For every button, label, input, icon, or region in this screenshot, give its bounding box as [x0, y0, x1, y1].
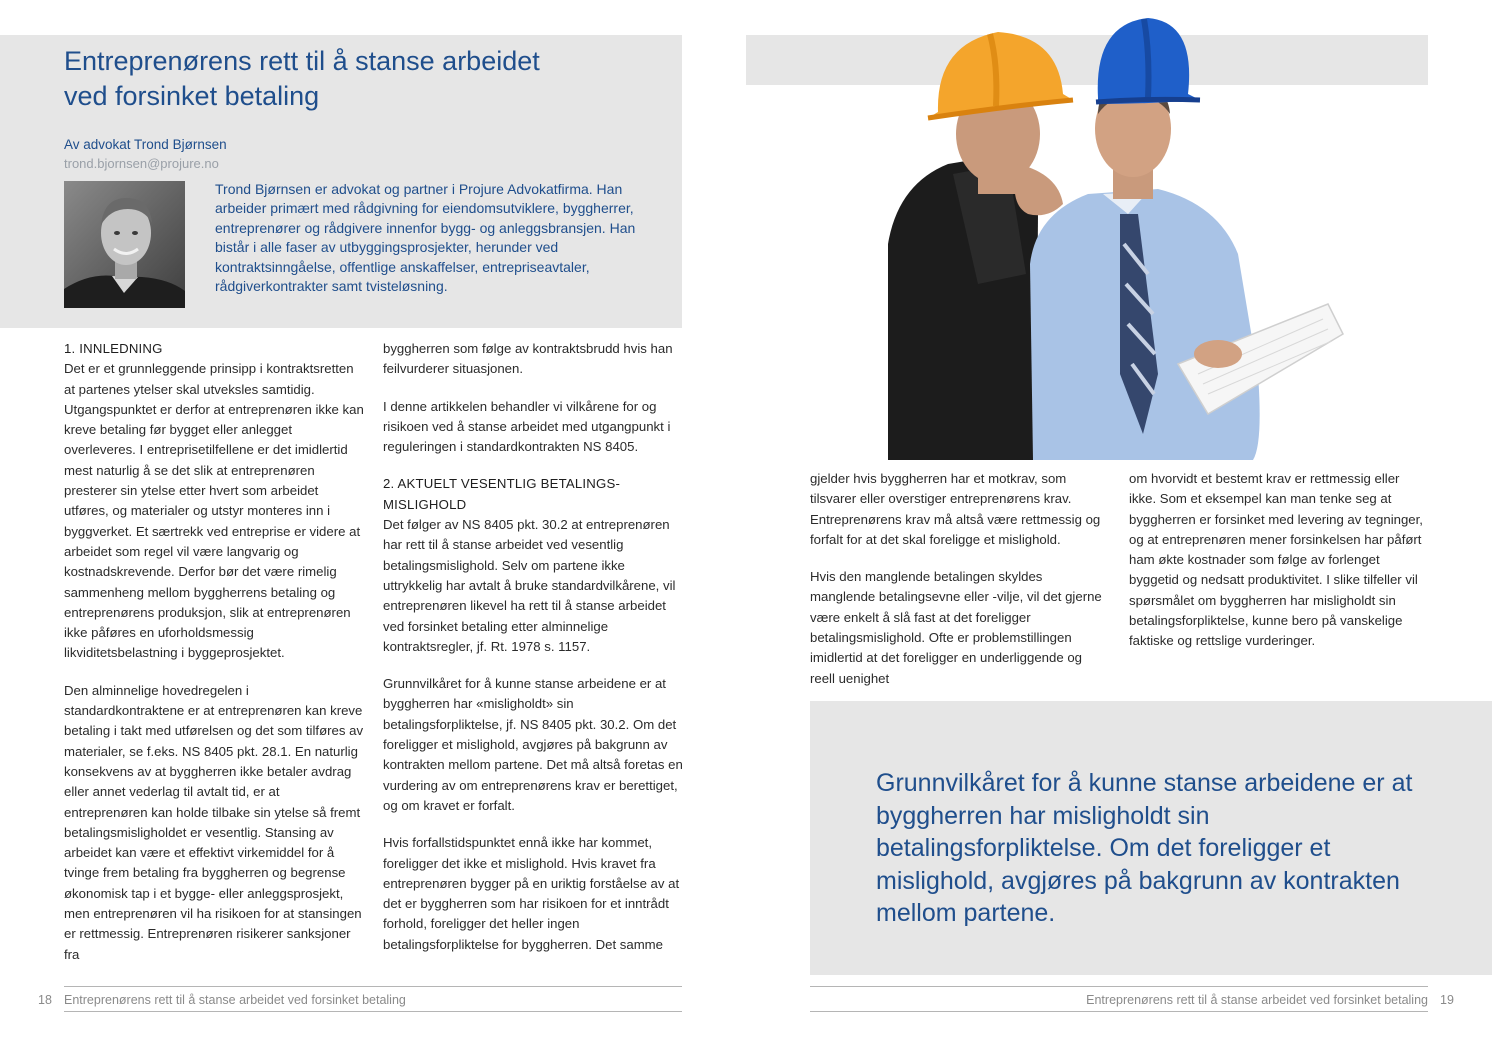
- text-column-1: [64, 339, 364, 982]
- heading-line-2: MISLIGHOLD: [383, 496, 467, 512]
- author-bio: Trond Bjørnsen er advokat og partner i Projure Advokatfirma. Han arbeider primært med rådgivning for eiendomsutviklere, byggherrer, entreprenører og rådgivere innenfor bygg- og anleggsbransjen. Han bistår i alle faser av utbyggingsprosjekter, herunder ved kontraktsinngåelse, offentlige anskaffelser, entrepriseavtaler, rådgiverkontrakter samt tvisteløsning.: [215, 181, 636, 295]
- author-email[interactable]: trond.bjornsen@projure.no: [64, 156, 219, 171]
- heading-line-1: 2. AKTUELT VESENTLIG BETALINGS-: [383, 476, 621, 492]
- text-column-4: [1129, 469, 1429, 669]
- paragraph: Det følger av NS 8405 pkt. 30.2 at entreprenøren har rett til å stanse arbeidet ved vesentlig betalingsmislighold. Selv om partene ikke uttrykkelig har avtalt å bruke standardvilkårene, vil entreprenøren likevel ha rett til å stanse arbeidet ved forsinket betaling etter alminnelige kontraktsregler, jf. Rt. 1978 s. 1157.: [383, 517, 676, 654]
- page-number: 18: [38, 993, 52, 1007]
- page-number: 19: [1440, 993, 1454, 1007]
- title-line-1: Entreprenørens rett til å stanse arbeidet: [64, 46, 540, 76]
- author-portrait: [64, 181, 185, 308]
- text-column-2: [383, 339, 683, 972]
- paragraph: I denne artikkelen behandler vi vilkårene for og risikoen ved å stanse arbeidet med utgangpunkt i reguleringen i standardkontrakten NS 8405.: [383, 398, 671, 455]
- running-footer-title: Entreprenørens rett til å stanse arbeidet ved forsinket betaling: [1086, 993, 1428, 1007]
- article-title: [64, 44, 624, 114]
- paragraph: Den alminnelige hovedregelen i standardkontraktene er at entreprenøren kan kreve betaling i takt med utførelsen og det som tilføres av materialer, se f.eks. NS 8405 pkt. 28.1. En naturlig konsekvens av at byggherren ikke betaler avdrag eller annet vederlag til avtalt tid, er at entreprenøren kan holde tilbake sin ytelse så fremt betalingsmisligholdet er vesentlig. Stansing av arbeidet kan være et effektivt virkemiddel for å tvinge frem betaling fra byggherren og begrense økonomisk tap i et bygge- eller anleggsprosjekt, men entreprenøren vil ha risikoen for at stansingen er rettmessig. Entreprenøren risikerer sanksjoner fra: [64, 682, 364, 962]
- paragraph: Grunnvilkåret for å kunne stanse arbeidene er at byggherren har «misligholdt» sin betalingsforpliktelse, jf. NS 8405 pkt. 30.2. Om det foreligger et mislighold, avgjøres på bakgrunn av kontrakten mellom partene. Det må altså foretas en vurdering av om entreprenørens krav er berettiget, og om kravet er forfalt.: [383, 676, 683, 813]
- paragraph: om hvorvidt et bestemt krav er rettmessig eller ikke. Som et eksempel kan man tenke seg at byggherren er forsinket med levering av tegninger, og at entreprenøren mener forsinkelsen har påført ham økte kostnader som følge av forlenget byggetid og nedsatt produktivitet. I slike tilfeller vil spørsmålet om byggherren har misligholdt sin betalingsforpliktelse, kunne bero på vanskelige faktiske og rettslige vurderinger.: [1129, 471, 1423, 649]
- section-heading-betalingsmislighold: [383, 474, 683, 515]
- paragraph: byggherren som følge av kontraktsbrudd hvis han feilvurderer situasjonen.: [383, 341, 673, 377]
- text-column-3: [810, 469, 1110, 706]
- paragraph: Hvis den manglende betalingen skyldes manglende betalingsevne eller -vilje, vil det gjerne være enkelt å slå fast at det foreligger betalingsmislighold. Ofte er problemstillingen imidlertid at det foreligger en underliggende og reell uenighet: [810, 569, 1102, 686]
- paragraph: Hvis forfallstidspunktet ennå ikke har kommet, foreligger det ikke et mislighold. Hvis kravet fra entreprenøren bygger på en uriktig forståelse av at det er byggherren som har risikoen for et inntrådt forhold, foreligger det heller ingen betalingsforpliktelse for byggherren. Det samme: [383, 835, 680, 952]
- section-heading-innledning: 1. INNLEDNING: [64, 341, 163, 356]
- pull-quote: Grunnvilkåret for å kunne stanse arbeidene er at byggherren har misligholdt sin betalingsforpliktelse. Om det foreligger et mislighold, avgjøres på bakgrunn av kontrakten mellom partene.: [876, 769, 1413, 928]
- footer-rule-top: [810, 986, 1428, 987]
- paragraph: Det er et grunnleggende prinsipp i kontraktsretten at partenes ytelser skal utveksles samtidig. Utgangspunktet er derfor at entreprenøren ikke kan kreve betaling før bygget eller anlegget overleveres. I entreprisetilfellene er det imidlertid mest naturlig å se det slik at entreprenøren presterer sin ytelse etter hvert som arbeidet utføres, og materialer og utstyr monteres inn i byggverket. Et særtrekk ved entreprise er videre at arbeidet som regel vil være langvarig og kostnadskrevende. Derfor bør det være rimelig sammenheng mellom byggherrens betaling og entreprenørens produksjon, slik at entreprenøren ikke påføres en uforholdsmessig likviditetsbelastning i byggeprosjektet.: [64, 361, 364, 661]
- running-footer-title: Entreprenørens rett til å stanse arbeidet ved forsinket betaling: [64, 993, 406, 1007]
- title-line-2: ved forsinket betaling: [64, 81, 320, 111]
- construction-workers-photo: [858, 14, 1358, 460]
- footer-rule-top: [64, 986, 682, 987]
- footer-rule-bottom: [64, 1011, 682, 1012]
- paragraph: gjelder hvis byggherren har et motkrav, som tilsvarer eller overstiger entreprenørens krav. Entreprenørens krav må altså være rettmessig og forfalt for at det skal foreligge et mislighold.: [810, 471, 1101, 547]
- author-byline: Av advokat Trond Bjørnsen: [64, 137, 227, 152]
- footer-rule-bottom: [810, 1011, 1428, 1012]
